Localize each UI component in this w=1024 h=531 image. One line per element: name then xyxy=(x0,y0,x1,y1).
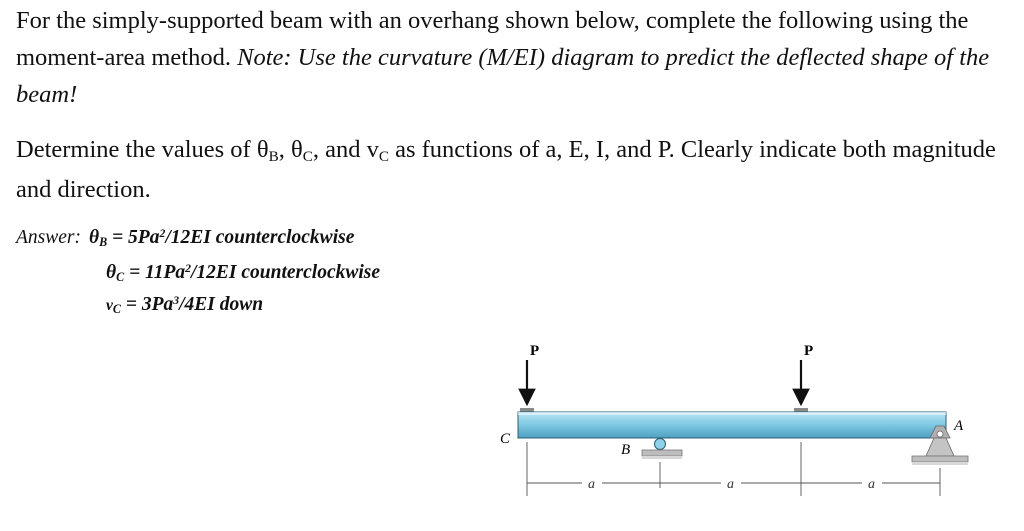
label-c: C xyxy=(500,431,511,447)
task-text-2: , θ xyxy=(278,136,303,163)
v-c-exp: 3 xyxy=(173,293,180,307)
answer-v-c xyxy=(106,294,263,318)
task-sub-c: C xyxy=(302,147,313,165)
intro-text: For the simply-supported beam with an overhang shown below, complete the following using the moment-area method. xyxy=(16,7,969,71)
label-b: B xyxy=(621,442,631,458)
beam xyxy=(518,412,946,438)
load-right-pad xyxy=(794,408,808,412)
theta-b-rhs: /12EI counterclockwise xyxy=(165,227,355,248)
dimension-2-label: a xyxy=(727,477,734,492)
roller-support-b xyxy=(642,439,682,460)
load-left-label: P xyxy=(530,343,540,359)
v-c-eq xyxy=(106,294,263,315)
beam-highlight xyxy=(518,412,946,415)
note-text: Note: Use the curvature (M/EI) diagram to predict the deflected shape of the beam! xyxy=(16,44,990,108)
task-text-1: Determine the values of θ xyxy=(16,136,269,163)
load-right-label: P xyxy=(804,343,814,359)
theta-b-exp: 2 xyxy=(159,226,166,240)
v-c-symbol: v xyxy=(106,297,113,314)
problem-intro xyxy=(16,2,1016,113)
answer-theta-c xyxy=(106,262,380,286)
load-left-pad xyxy=(520,408,534,412)
theta-c-eq xyxy=(106,262,380,283)
beam-figure xyxy=(490,338,980,498)
theta-c-exp: 2 xyxy=(185,261,191,275)
task-sub-c2: C xyxy=(378,147,389,165)
theta-b-symbol: θ xyxy=(89,227,100,248)
answer-label: Answer: xyxy=(16,227,81,248)
task-text-4: as functions of a, E, I, and P. Clearly indicate both magnitude and direction. xyxy=(16,136,996,203)
theta-c-sub: C xyxy=(116,270,125,285)
label-a: A xyxy=(954,418,964,434)
v-c-rhs: /4EI down xyxy=(179,294,264,315)
theta-c-value: = 11Pa xyxy=(124,262,186,283)
theta-b-sub: B xyxy=(99,235,108,250)
answer-theta-b xyxy=(16,227,354,251)
problem-task xyxy=(16,131,1016,208)
dimension-1-label: a xyxy=(588,477,595,492)
theta-b-value: = 5Pa xyxy=(107,227,160,248)
task-text-3: , and v xyxy=(312,136,379,163)
theta-b-eq xyxy=(89,227,354,248)
theta-c-rhs: /12EI counterclockwise xyxy=(190,262,381,283)
v-c-sub: C xyxy=(112,302,121,317)
task-sub-b: B xyxy=(268,147,279,165)
theta-c-symbol: θ xyxy=(106,262,117,283)
v-c-value: = 3Pa xyxy=(120,294,174,315)
dimension-3-label: a xyxy=(868,477,875,492)
